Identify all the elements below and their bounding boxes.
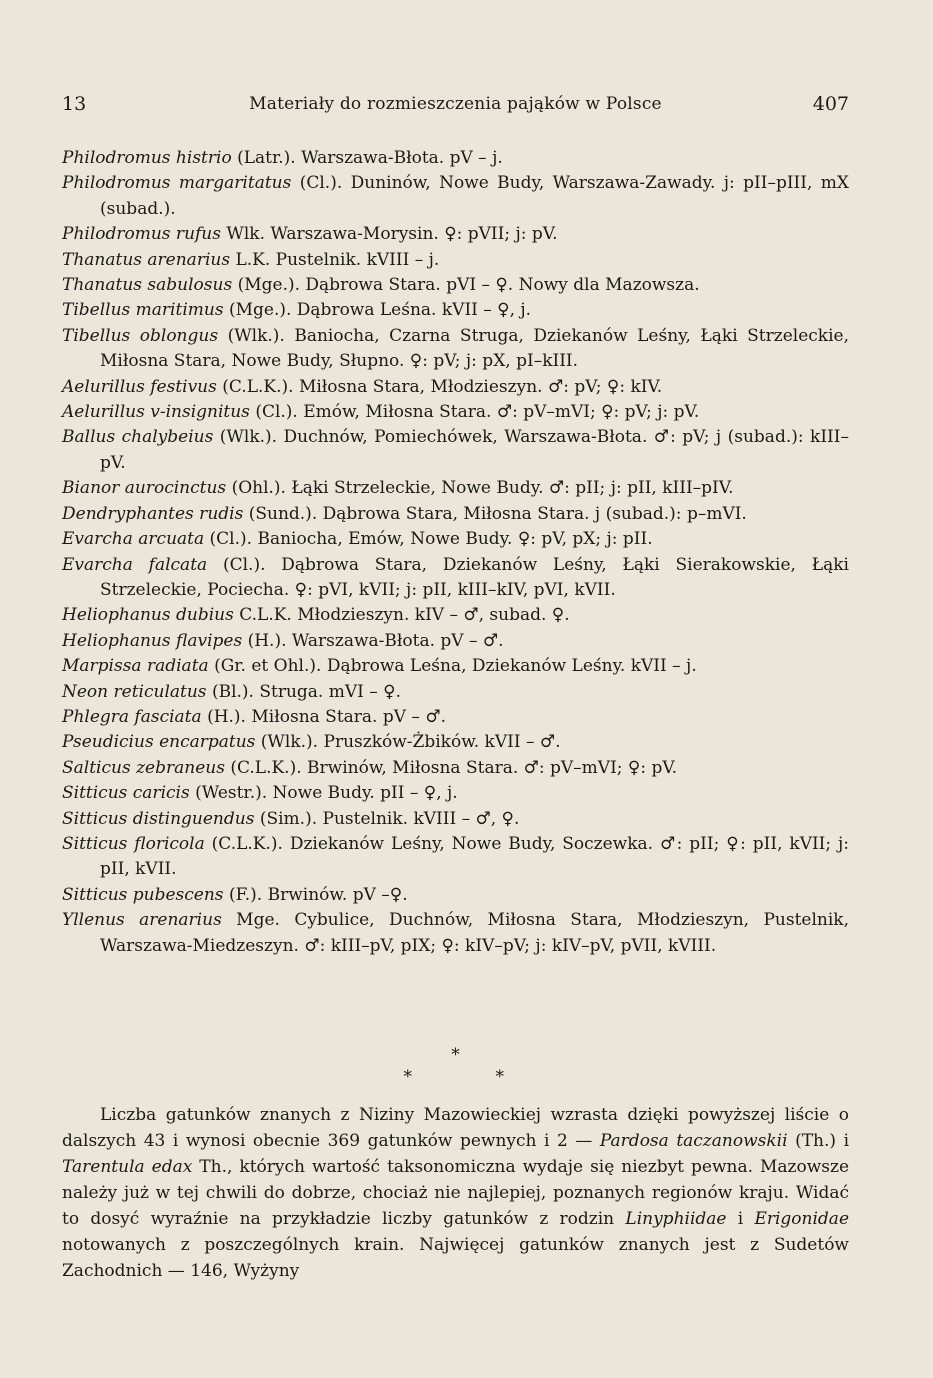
species-name: Sitticus floricola — [62, 833, 205, 854]
species-records: Baniocha, Emów, Nowe Budy. ♀: pV, pX; j: pII. — [257, 529, 653, 550]
species-entry — [62, 171, 849, 222]
species-name: Salticus zebraneus — [62, 757, 225, 778]
species-name: Tibellus maritimus — [62, 300, 224, 321]
species-records: Pustelnik. kVIII – ♂, ♀. — [322, 808, 520, 829]
species-records: Dąbrowa Leśna, Dziekanów Leśny. kVII – j. — [326, 656, 697, 677]
species-entry — [62, 730, 849, 755]
species-author: (Wlk.). — [260, 732, 319, 753]
page-header — [62, 93, 849, 119]
paragraph-species-name: Tarentula edax — [62, 1157, 193, 1177]
species-name: Ballus chalybeius — [62, 427, 214, 448]
species-name: Phlegra fasciata — [62, 706, 202, 727]
species-name: Philodromus histrio — [62, 148, 232, 168]
paragraph-text: i — [726, 1209, 755, 1229]
species-entry — [62, 298, 849, 323]
species-records: Cybulice, Duchnów, Miłosna Stara, Młodzieszyn, Pustelnik, Warszawa-Miedzeszyn. ♂: kIII–pV, pIX; ♀: kIV–pV; j: kIV–pV, pVII, kVIII. — [100, 910, 849, 956]
species-name: Thanatus sabulosus — [62, 275, 233, 296]
species-author: (Mge.). — [228, 300, 292, 321]
paragraph-text: Th., których wartość taksonomiczna wydaje się niezbyt pewna. Mazowsze należy już w tej chwili do dobrze, chociaż nie najlepiej, poznanych regionów kraju. Widać to dosyć wyraźnie na przykładzie liczby gatunków z rodzin — [62, 1157, 850, 1229]
species-entry — [62, 476, 849, 501]
species-entry — [62, 680, 849, 705]
species-name: Sitticus pubescens — [62, 884, 224, 905]
species-author: Wlk. — [226, 224, 266, 245]
page-number-left: 13 — [62, 93, 87, 115]
asterism-star-left: * — [403, 1067, 412, 1087]
paragraph-text: Liczba gatunków znanych z Niziny Mazowieckiej wzrasta dzięki powyższej liście o dalszych 43 i wynosi obecnie 369 gatunków pewnych i 2 — — [62, 1105, 849, 1151]
species-author: L.K. — [235, 249, 271, 270]
species-name: Sitticus caricis — [62, 783, 190, 804]
species-records: Dąbrowa Stara, Miłosna Stara. j (subad.): p–mVI. — [322, 503, 747, 524]
species-entry — [62, 832, 849, 883]
species-records: Emów, Miłosna Stara. ♂: pV–mVI; ♀: pV; j: pV. — [303, 402, 700, 423]
species-name: Evarcha arcuata — [62, 529, 205, 550]
asterism-star-right: * — [495, 1067, 504, 1087]
species-entry — [62, 807, 849, 832]
species-author: (H.). — [207, 706, 246, 727]
species-entry — [62, 375, 849, 400]
species-name: Aelurillus festivus — [62, 376, 217, 397]
species-name: Philodromus rufus — [62, 224, 221, 245]
species-author: (Westr.). — [195, 783, 268, 804]
species-author: (C.L.K.). — [230, 757, 302, 778]
species-entry — [62, 527, 849, 552]
species-name: Tibellus oblongus — [62, 325, 219, 346]
species-entry — [62, 756, 849, 781]
species-name: Marpissa radiata — [62, 656, 209, 677]
species-entry — [62, 908, 849, 959]
species-entry — [62, 781, 849, 806]
species-author: (Mge.). — [237, 275, 301, 296]
species-author: Mge. — [236, 910, 280, 931]
species-name: Evarcha falcata — [62, 554, 208, 575]
species-author: (Gr. et Ohl.). — [214, 656, 322, 677]
species-records: Duninów, Nowe Budy, Warszawa-Zawady. j: pII–pIII, mX (subad.). — [100, 173, 849, 219]
species-records: Młodzieszyn. kIV – ♂, subad. ♀. — [297, 605, 570, 626]
species-name: Aelurillus v-insignitus — [62, 402, 250, 423]
species-records: Nowe Budy. pII – ♀, j. — [272, 783, 458, 804]
species-records: Brwinów. pV –♀. — [267, 884, 408, 905]
species-author: (C.L.K.). — [211, 833, 283, 854]
species-author: (Latr.). — [237, 148, 296, 168]
species-records: Duchnów, Pomiechówek, Warszawa-Błota. ♂: pV; j (subad.): kIII–pV. — [100, 427, 849, 473]
species-records: Baniocha, Czarna Struga, Dziekanów Leśny, Łąki Strzeleckie, Miłosna Stara, Nowe Budy, Słupno. ♀: pV; j: pX, pI–kIII. — [100, 325, 849, 372]
species-records: Dąbrowa Leśna. kVII – ♀, j. — [296, 300, 532, 321]
species-records: Brwinów, Miłosna Stara. ♂: pV–mVI; ♀: pV. — [307, 757, 678, 778]
species-entry — [62, 705, 849, 730]
species-records: Struga. mVI – ♀. — [259, 681, 401, 702]
species-entry — [62, 629, 849, 654]
paragraph-family-name: Erigonidae — [754, 1209, 850, 1229]
species-name: Philodromus margaritatus — [62, 173, 292, 194]
species-name: Pseudicius encarpatus — [62, 732, 256, 753]
species-author: (C.L.K.). — [222, 376, 294, 397]
species-records: Dąbrowa Stara. pVI – ♀. Nowy dla Mazowsza. — [305, 275, 700, 296]
species-author: (Sund.). — [248, 503, 318, 524]
running-title: Materiały do rozmieszczenia pająków w Polsce — [249, 94, 662, 114]
species-records: Warszawa-Błota. pV – ♂. — [291, 630, 504, 651]
species-author: (Cl.). — [222, 554, 266, 575]
species-records: Miłosna Stara. pV – ♂. — [251, 706, 446, 727]
page-number-right: 407 — [812, 93, 849, 115]
species-name: Heliophanus dubius — [62, 605, 234, 626]
species-name: Heliophanus flavipes — [62, 630, 243, 651]
species-entry — [62, 425, 849, 476]
species-entry — [62, 222, 849, 247]
species-entry — [62, 324, 849, 375]
species-entry — [62, 248, 849, 273]
species-name: Neon reticulatus — [62, 681, 207, 702]
species-records: Dąbrowa Stara, Dziekanów Leśny, Łąki Sierakowskie, Łąki Strzeleckie, Pociecha. ♀: pVI, kVII; j: pII, kIII–kIV, pVI, kVII. — [100, 554, 849, 600]
species-entry — [62, 400, 849, 425]
asterism-divider — [62, 1045, 849, 1085]
species-entry — [62, 502, 849, 527]
species-entry — [62, 553, 849, 604]
species-author: (Bl.). — [211, 681, 254, 702]
body-paragraph — [62, 1102, 849, 1284]
species-entry — [62, 883, 849, 908]
species-records: Łąki Strzeleckie, Nowe Budy. ♂: pII; j: pII, kIII–pIV. — [291, 478, 734, 499]
species-records: Miłosna Stara, Młodzieszyn. ♂: pV; ♀: kIV. — [298, 376, 663, 397]
species-records: Pustelnik. kVIII – j. — [275, 249, 440, 270]
asterism-star-top: * — [451, 1045, 460, 1065]
species-author: C.L.K. — [239, 605, 292, 626]
species-entry — [62, 146, 849, 171]
species-records: Dziekanów Leśny, Nowe Budy, Soczewka. ♂: pII; ♀: pII, kVII; j: pII, kVII. — [100, 833, 850, 880]
species-name: Dendryphantes rudis — [62, 503, 244, 524]
species-name: Bianor aurocinctus — [62, 478, 227, 499]
species-author: (Cl.). — [299, 173, 343, 194]
species-author: (Wlk.). — [227, 325, 285, 346]
species-records: Pruszków-Żbików. kVII – ♂. — [323, 732, 561, 753]
species-records: Warszawa-Błota. pV – j. — [301, 148, 503, 168]
species-list — [62, 146, 849, 959]
paragraph-species-name: Pardosa taczanowskii — [599, 1131, 788, 1151]
paragraph-text: notowanych z poszczególnych krain. Najwięcej gatunków znanych jest z Sudetów Zachodnich — 146, Wyżyny — [62, 1235, 849, 1281]
species-author: (Cl.). — [255, 402, 298, 423]
species-author: (Sim.). — [259, 808, 318, 829]
species-name: Sitticus distinguendus — [62, 808, 255, 829]
species-name: Thanatus arenarius — [62, 249, 231, 270]
species-entry — [62, 603, 849, 628]
species-author: (Wlk.). — [219, 427, 278, 448]
species-entry — [62, 273, 849, 298]
species-author: (H.). — [247, 630, 287, 651]
species-records: Warszawa-Morysin. ♀: pVII; j: pV. — [270, 224, 558, 245]
species-author: (Cl.). — [209, 529, 253, 550]
paragraph-family-name: Linyphiidae — [625, 1209, 727, 1229]
paragraph-text: (Th.) i — [787, 1131, 850, 1151]
species-entry — [62, 654, 849, 679]
species-author: (F.). — [228, 884, 263, 905]
species-author: (Ohl.). — [231, 478, 286, 499]
species-name: Yllenus arenarius — [62, 910, 222, 931]
